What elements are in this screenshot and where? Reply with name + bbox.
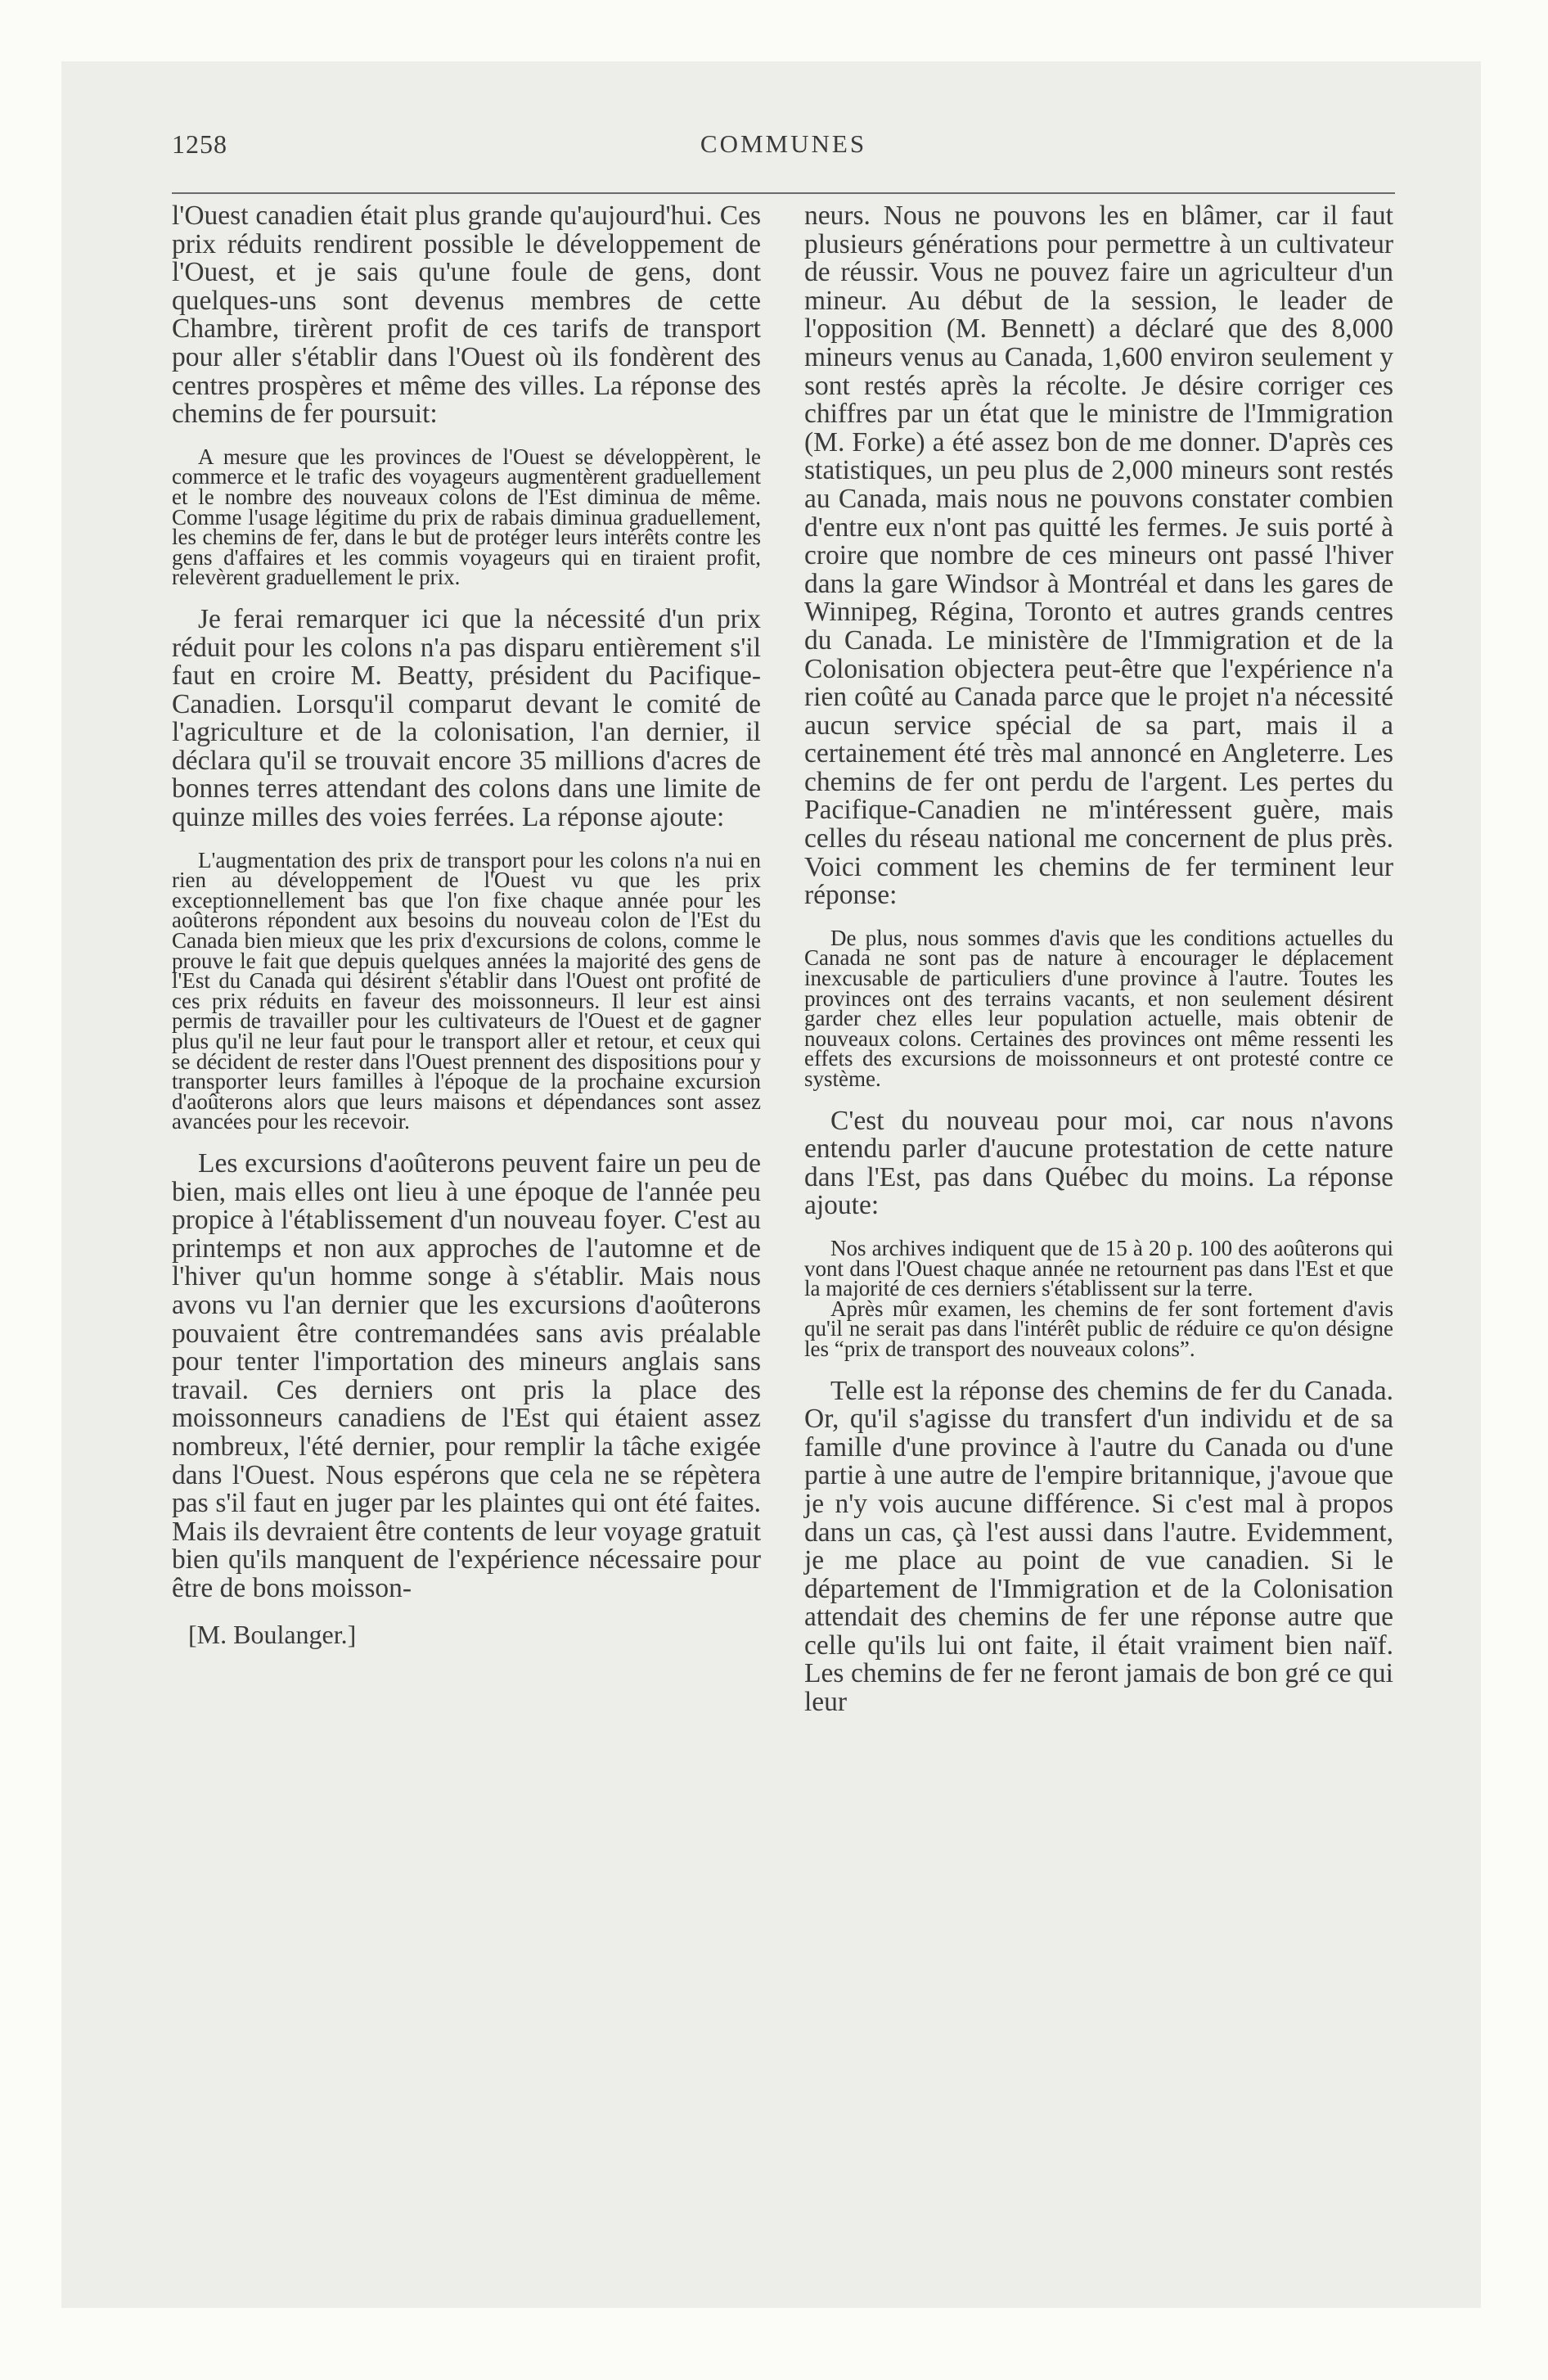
paragraph: l'Ouest canadien était plus grande qu'aujourd'hui. Ces prix réduits rendirent possible le développement de l'Ouest, et je sais qu'une foule de gens, dont quelques-uns sont devenus membres de cette Chambre, tirèrent profit de ces tarifs de transport pour aller s'établir dans l'Ouest où ils fondèrent des centres prospères et même des villes. La réponse des chemins de fer poursuit:	[172, 201, 761, 430]
paragraph: Les excursions d'aoûterons peuvent faire un peu de bien, mais elles ont lieu à une époque de l'année peu propice à l'établissement d'un nouveau foyer. C'est au printemps et non aux approches de l'automne et de l'hiver qu'un homme songe à s'établir. Mais nous avons vu l'an dernier que les excursions d'aoûterons pouvaient être contremandées sans avis préalable pour tenter l'importation des mineurs anglais sans travail. Ces derniers ont pris la place des moissonneurs canadiens de l'Est qui étaient assez nombreux, l'été dernier, pour remplir la tâche exigée dans l'Ouest. Nous espérons que cela ne se répètera pas s'il faut en juger par les plaintes qui ont été faites. Mais ils devraient être contents de leur voyage gratuit bien qu'ils manquent de l'expérience nécessaire pour être de bons moisson-	[172, 1147, 762, 1603]
paragraph: C'est du nouveau pour moi, car nous n'avons entendu parler d'aucune protestation de cette nature dans l'Est, pas dans Québec du moins. La réponse ajoute:	[804, 1105, 1393, 1221]
page-header	[172, 129, 1395, 170]
left-column	[172, 202, 761, 1648]
page-number: 1258	[172, 129, 227, 159]
paragraph: Telle est la réponse des chemins de fer du Canada. Or, qu'il s'agisse du transfert d'un individu et de sa famille d'une province à l'autre du Canada ou d'une partie à une autre de l'empire britannique, j'avoue que je n'y vois aucune différence. Si c'est mal à propos dans un cas, çà l'est aussi dans l'autre. Evidemment, je me place au point de vue canadien. Si le département de l'Immigration et de la Colonisation attendait des chemins de fer une réponse autre que celle qu'ils lui ont faite, il était vraiment bien naïf. Les chemins de fer ne feront jamais de bon gré ce qui leur	[804, 1375, 1393, 1718]
quoted-passage: A mesure que les provinces de l'Ouest se développèrent, le commerce et le trafic des voyageurs augmentèrent graduellement et le nombre des nouveaux colons de l'Est diminua de même. Comme l'usage légitime du prix de rabais diminua graduellement, les chemins de fer, dans le but de protéger leurs intérêts contre les gens d'affaires et les commis voyageurs qui en tiraient profit, relevèrent graduellement le prix.	[172, 444, 761, 590]
quoted-passage: De plus, nous sommes d'avis que les conditions actuelles du Canada ne sont pas de nature à encourager le déplacement inexcusable de particuliers d'une province à l'autre. Toutes les provinces ont des terrains vacants, et non seulement désirent garder chez elles leur population actuelle, mais obtenir de nouveaux colons. Certaines des provinces ont même ressenti les effets des excursions de moissonneurs et ont protesté contre ce système.	[804, 925, 1393, 1091]
quoted-passage: Après mûr examen, les chemins de fer sont fortement d'avis qu'il ne serait pas dans l'intérêt public de réduire ce qu'on désigne les “prix de transport des nouveaux colons”.	[804, 1296, 1393, 1361]
running-head: COMMUNES	[700, 129, 867, 158]
quoted-passage: Nos archives indiquent que de 15 à 20 p. 100 des aoûterons qui vont dans l'Ouest chaque année ne retournent pas dans l'Est et que la majorité de ces derniers s'établissent sur la terre.	[804, 1235, 1393, 1301]
speaker-attribution: [M. Boulanger.]	[188, 1620, 357, 1650]
paragraph: neurs. Nous ne pouvons les en blâmer, car il faut plusieurs générations pour permettre à un cultivateur de réussir. Vous ne pouvez faire un agriculteur d'un mineur. Au début de la session, le leader de l'opposition (M. Bennett) a déclaré que des 8,000 mineurs venus au Canada, 1,600 environ seulement y sont restés après la récolte. Je désire corriger ces chiffres par un état que le ministre de l'Immigration (M. Forke) a été assez bon de me donner. D'après ces statistiques, un peu plus de 2,000 mineurs sont restés au Canada, mais nous ne pouvons constater combien d'entre eux n'ont pas quitté les fermes. Je suis porté à croire que nombre de ces mineurs ont passé l'hiver dans la gare Windsor à Montréal et dans les gares de Winnipeg, Régina, Toronto et autres grands centres du Canada. Le ministère de l'Immigration et de la Colonisation objectera peut-être que l'expérience n'a rien coûté au Canada parce que le projet n'a nécessité aucun service spécial de sa part, mais il a certainement été très mal annoncé en Angleterre. Les chemins de fer ont perdu de l'argent. Les pertes du Pacifique-Canadien ne m'intéressent guère, mais celles du réseau national me concernent de plus près. Voici comment les chemins de fer terminent leur réponse:	[804, 201, 1393, 911]
header-rule	[172, 192, 1395, 194]
quoted-passage: L'augmentation des prix de transport pour les colons n'a nui en rien au développement de l'Ouest vu que les prix exceptionnellement bas que l'on fixe chaque année pour les aoûterons répondent aux besoins du nouveau colon de l'Est du Canada bien mieux que les prix d'excursions de colons, comme le prouve le fait que depuis quelques années la majorité des gens de l'Est du Canada qui désirent s'établir dans l'Ouest ont profité de ces prix réduits en faveur des moissonneurs. Il leur est ainsi permis de travailler pour les cultivateurs de l'Ouest et de gagner plus qu'il ne leur faut pour le transport aller et retour, et ceux qui se décident de rester dans l'Ouest prennent des dispositions pour y transporter leurs familles à l'époque de la prochaine excursion d'aoûterons alors que leurs maisons et dépendances sont assez avancées pour les recevoir.	[172, 847, 761, 1134]
paragraph: Je ferai remarquer ici que la nécessité d'un prix réduit pour les colons n'a pas disparu entièrement s'il faut en croire M. Beatty, président du Pacifique-Canadien. Lorsqu'il comparut devant le comité de l'agriculture et de la colonisation, l'an dernier, il déclara qu'il se trouvait encore 35 millions d'acres de bonnes terres attendant des colons dans une limite de quinze milles des voies ferrées. La réponse ajoute:	[172, 603, 761, 833]
right-column	[804, 202, 1393, 1717]
